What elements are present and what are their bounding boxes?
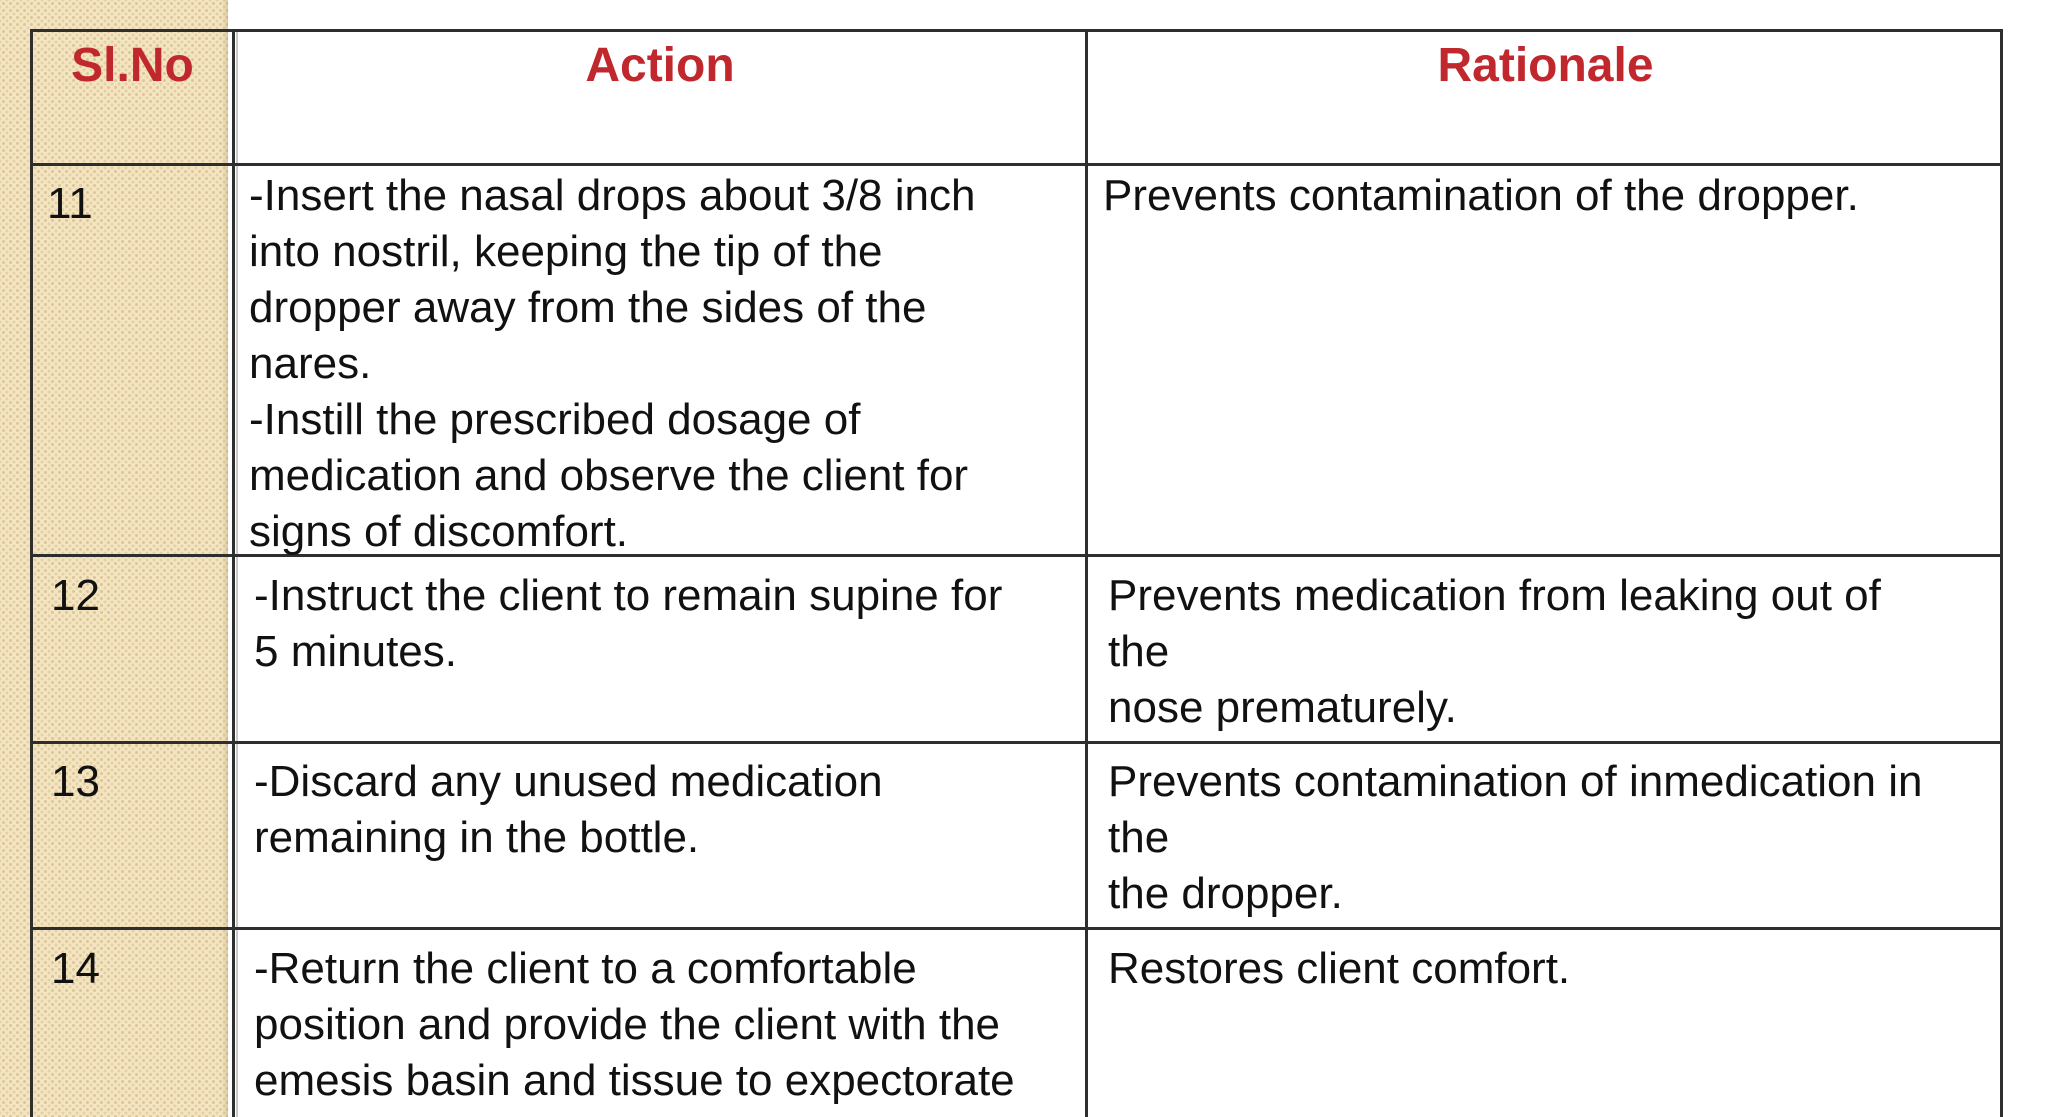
rationale-text: Prevents contamination of the dropper. [1103, 171, 1859, 220]
column-divider-shadow [236, 32, 238, 1117]
row-number: 12 [51, 571, 100, 620]
header-sl-no: Sl.No [71, 39, 194, 92]
rationale-text: Prevents contamination of inmedication in the the dropper. [1108, 757, 1923, 918]
row-divider [33, 927, 2000, 930]
row-divider [33, 163, 2000, 166]
action-text: -Discard any unused medication remaining in the bottle. [254, 757, 883, 862]
column-divider [232, 32, 235, 1117]
row-number: 14 [51, 944, 100, 993]
rationale-text: Prevents medication from leaking out of the nose prematurely. [1108, 571, 1881, 732]
rationale-text: Restores client comfort. [1108, 944, 1571, 993]
action-text: -Instruct the client to remain supine for 5 minutes. [254, 571, 1003, 676]
header-action: Action [585, 39, 735, 92]
row-number: 11 [47, 179, 93, 228]
row-number: 13 [51, 757, 100, 806]
action-text: -Return the client to a comfortable position and provide the client with the emesis basin and tissue to expectorate [254, 944, 1015, 1105]
column-divider [1085, 32, 1088, 1117]
header-rationale: Rationale [1437, 39, 1654, 92]
row-divider [33, 741, 2000, 744]
procedure-table [30, 29, 2003, 1117]
action-text: -Insert the nasal drops about 3/8 inch into nostril, keeping the tip of the dropper away from the sides of the nares. -Instill the prescribed dosage of medication and observe the client for signs of discomfort. [249, 171, 976, 556]
